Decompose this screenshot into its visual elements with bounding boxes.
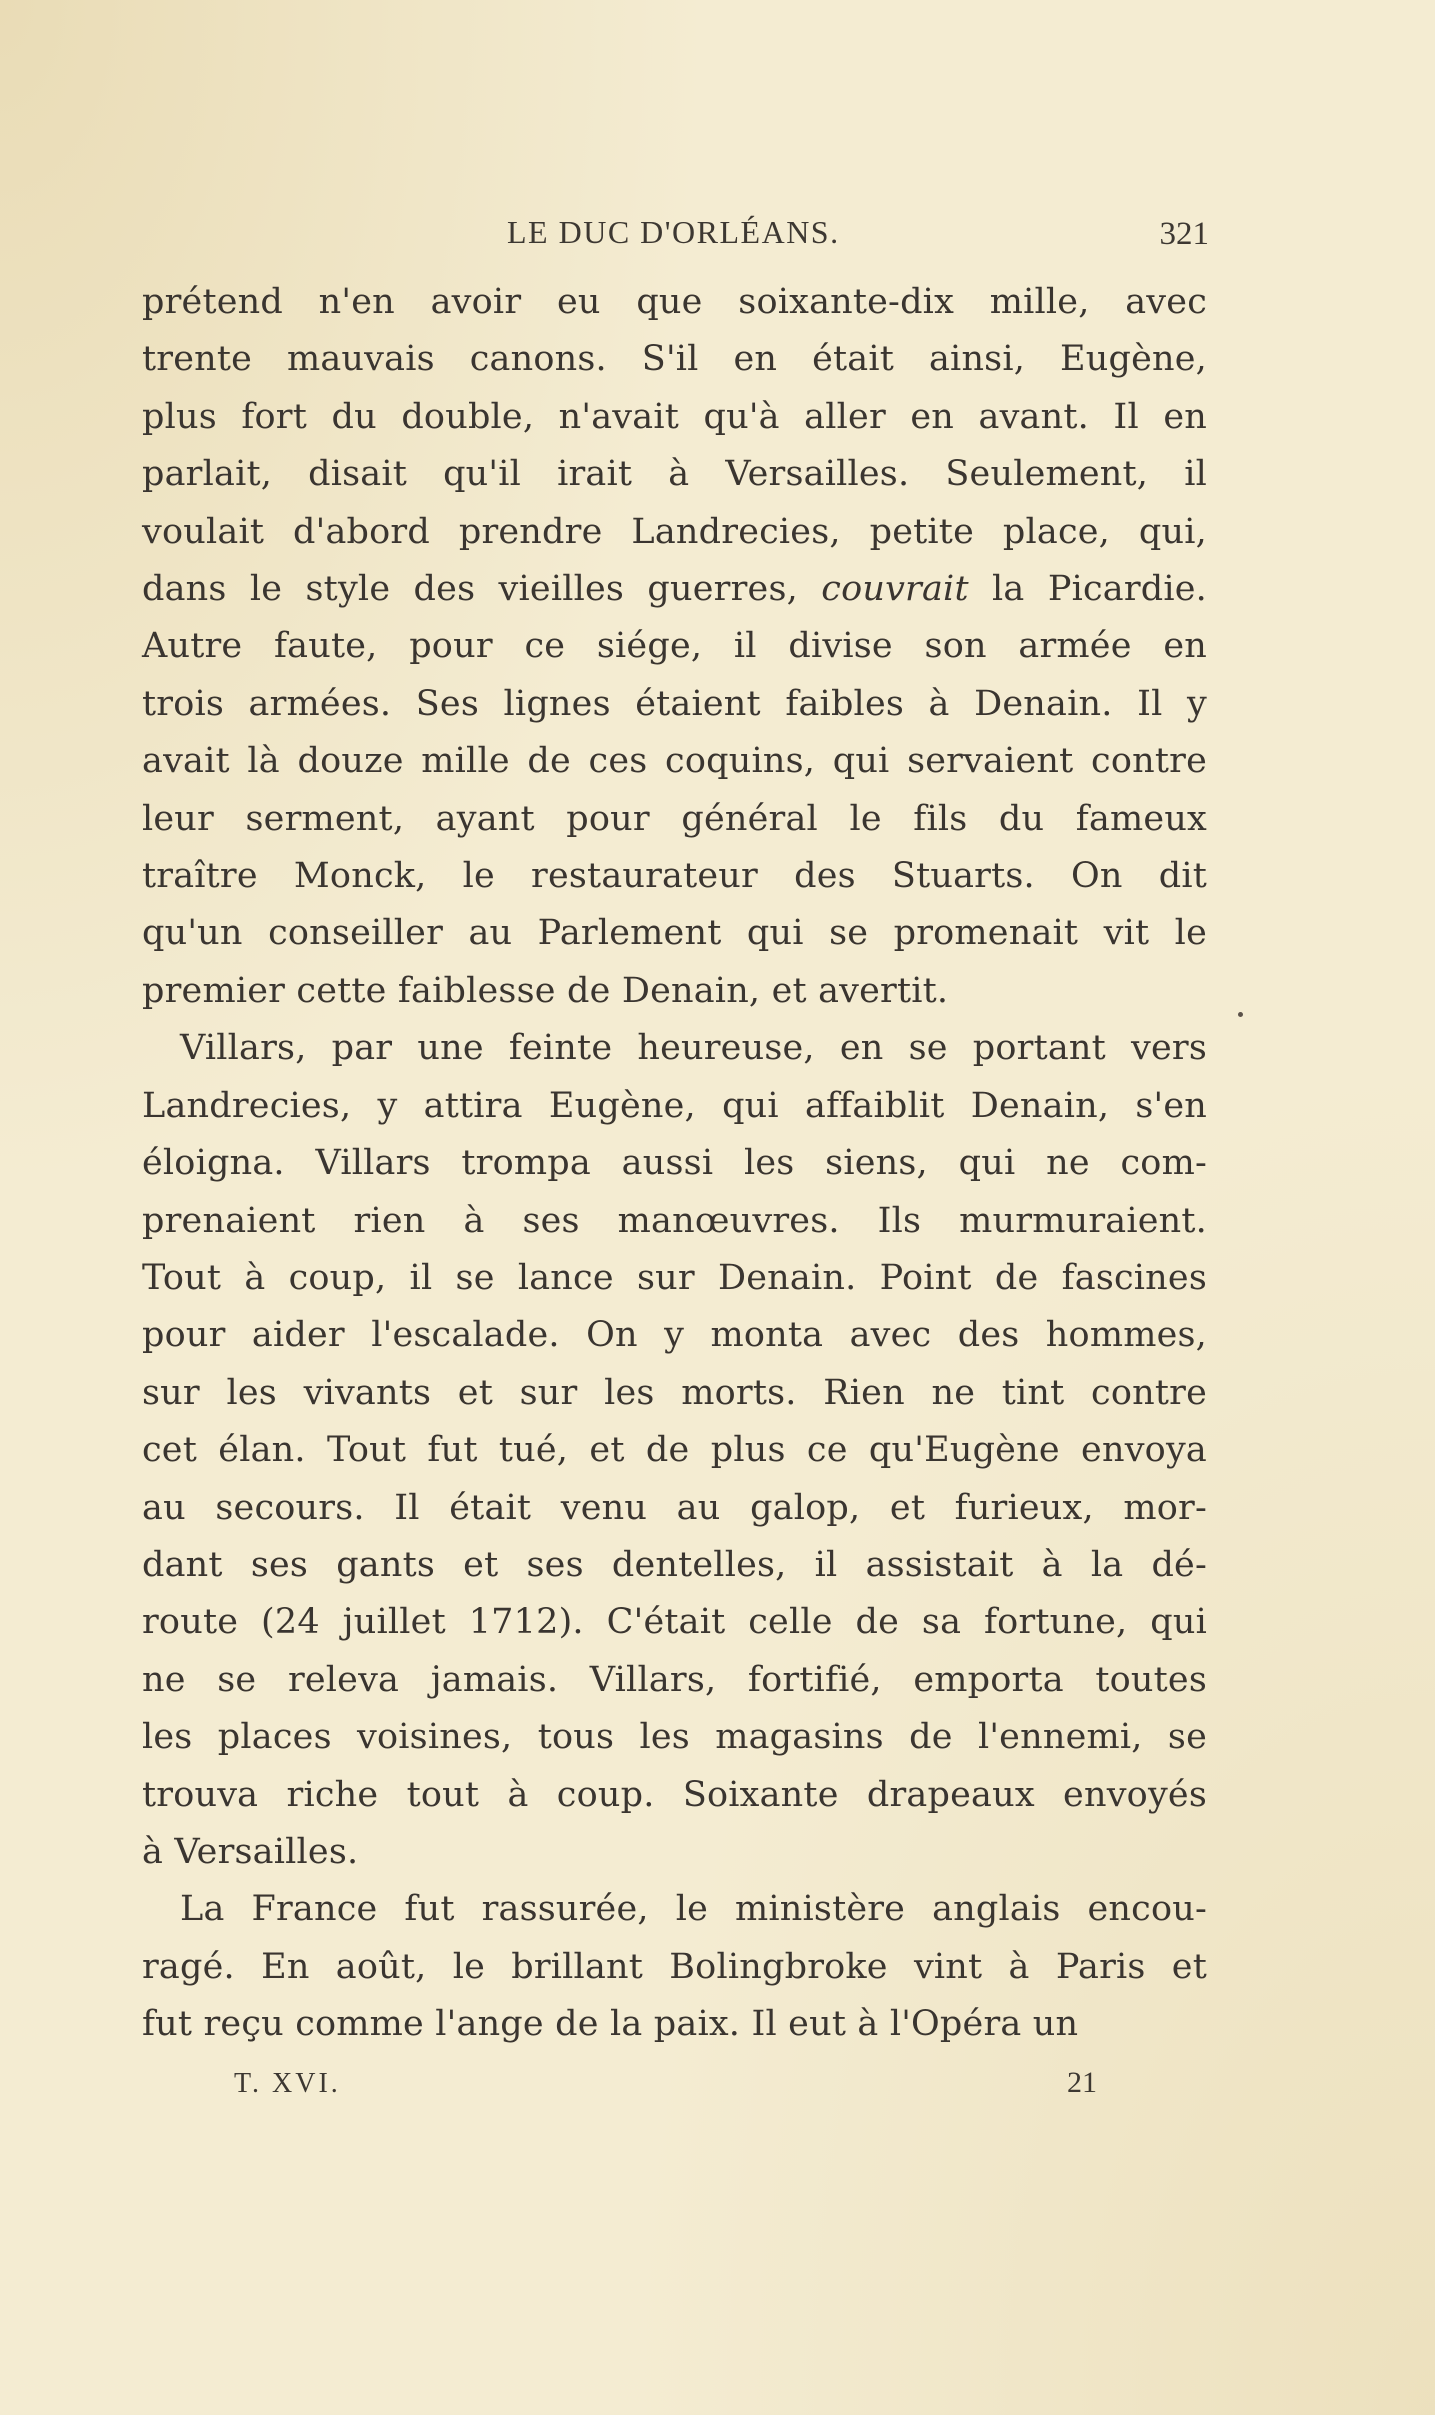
running-head [142,200,1207,260]
text-line: Villars, par une feinte heureuse, en se portant vers [180,1028,1207,1069]
body-text [142,274,1207,2054]
book-page [142,200,1207,2120]
text-line: parlait, disait qu'il irait à Versailles. Seulement, il [142,454,1207,495]
text-line: plus fort du double, n'avait qu'à aller en avant. Il en [142,396,1207,437]
text-line: Tout à coup, il se lance sur Denain. Point de fascines [142,1257,1207,1298]
text-line: pour aider l'escalade. On y monta avec des hommes, [142,1315,1207,1356]
text-line: dans le style des vieilles guerres, couvrait la Picardie. [142,569,1208,610]
text-line: à Versailles. [142,1831,359,1872]
running-title: LE DUC D'ORLÉANS. [507,214,840,250]
text-line: prétend n'en avoir eu que soixante-dix mille, avec [142,282,1207,322]
text-line: trouva riche tout à coup. Soixante drapeaux envoyés [142,1774,1207,1815]
text-line: leur serment, ayant pour général le fils du fameux [142,798,1207,839]
paragraph [142,1881,1207,2053]
text-line: trois armées. Ses lignes étaient faibles à Denain. Il y [142,683,1207,724]
text-line: traître Monck, le restaurateur des Stuarts. On dit [142,856,1207,897]
text-line: voulait d'abord prendre Landrecies, petite place, qui, [142,511,1207,552]
page-footer [142,2060,1207,2120]
text-line: dant ses gants et ses dentelles, il assistait à la dé- [142,1544,1207,1585]
text-line: les places voisines, tous les magasins de l'ennemi, se [142,1717,1207,1758]
text-line: route (24 juillet 1712). C'était celle de sa fortune, qui [142,1602,1207,1643]
text-line: qu'un conseiller au Parlement qui se promenait vit le [142,913,1207,954]
page-number: 321 [1159,216,1209,252]
text-line: fut reçu comme l'ange de la paix. Il eut à l'Opéra un [142,2004,1079,2045]
paragraph [142,1020,1207,1881]
text-line: sur les vivants et sur les morts. Rien ne tint contre [142,1372,1207,1413]
text-line: éloigna. Villars trompa aussi les siens, qui ne com- [142,1143,1207,1184]
text-line: cet élan. Tout fut tué, et de plus ce qu'Eugène envoya [142,1430,1207,1471]
text-line: La France fut rassurée, le ministère anglais encou- [180,1889,1207,1930]
text-line: Landrecies, y attira Eugène, qui affaiblit Denain, s'en [142,1085,1207,1126]
text-line: trente mauvais canons. S'il en était ainsi, Eugène, [142,339,1207,380]
text-line: ragé. En août, le brillant Bolingbroke vint à Paris et [142,1946,1207,1987]
paragraph [142,274,1207,1020]
italic-text: couvrait [821,569,969,610]
ink-speck [1238,1012,1243,1017]
text-line: premier cette faiblesse de Denain, et avertit. [142,970,949,1011]
sheet-number: 21 [1067,2065,1097,2099]
text-line: avait là douze mille de ces coquins, qui servaient contre [142,741,1207,782]
text-line: prenaient rien à ses manœuvres. Ils murmuraient. [142,1200,1207,1241]
text-line: Autre faute, pour ce siége, il divise son armée en [142,626,1207,667]
signature-mark: T. XVI. [234,2067,341,2099]
text-line: ne se releva jamais. Villars, fortifié, emporta toutes [142,1659,1207,1700]
text-line: au secours. Il était venu au galop, et furieux, mor- [142,1487,1207,1528]
